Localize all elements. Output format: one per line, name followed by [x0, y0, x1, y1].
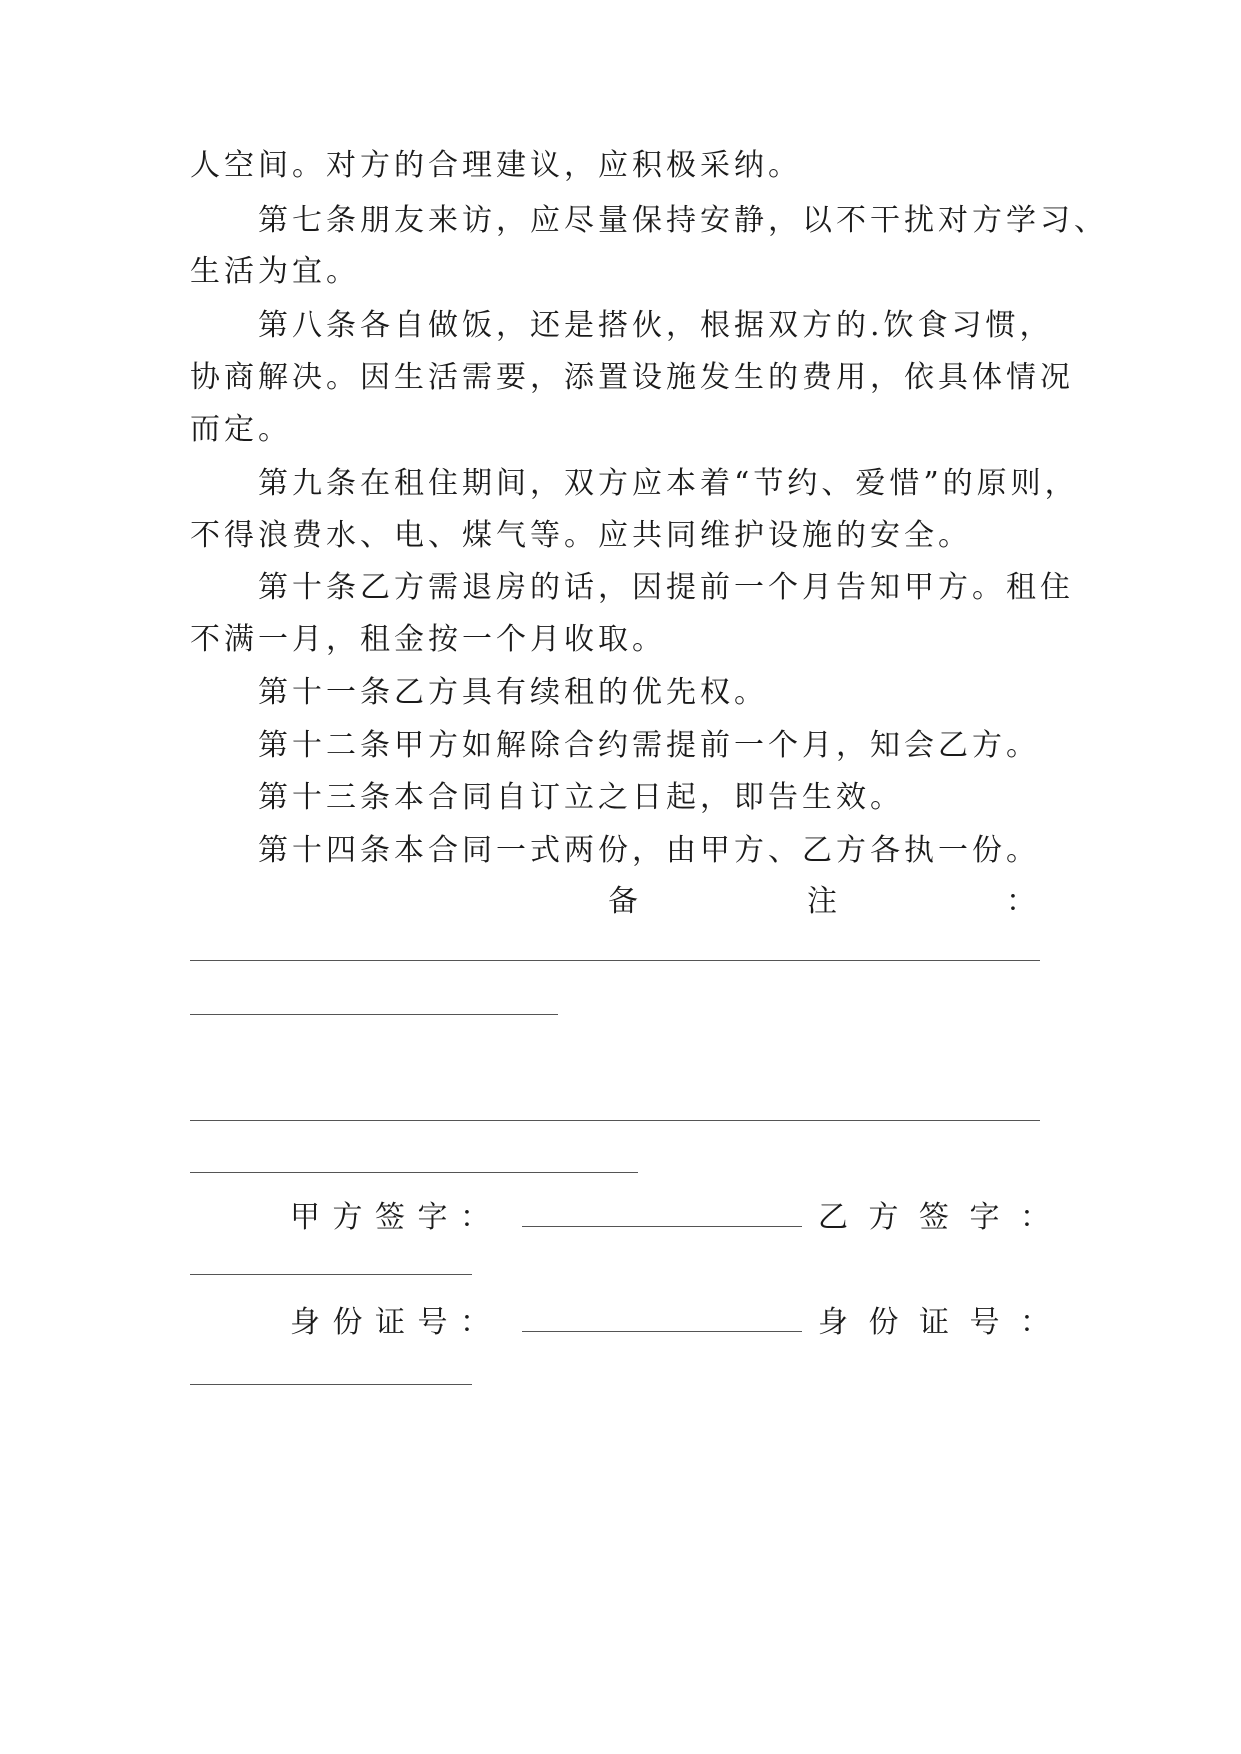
paragraph-line: 第十二条甲方如解除合约需提前一个月，知会乙方。	[258, 728, 1040, 763]
remarks-label: 备 注 ：	[608, 884, 1036, 919]
paragraph-line: 第八条各自做饭，还是搭伙，根据双方的.饮食习惯，	[258, 308, 1054, 343]
paragraph-line: 不满一月，租金按一个月收取。	[190, 622, 666, 657]
paragraph-line: 不得浪费水、电、煤气等。应共同维护设施的安全。	[190, 518, 972, 553]
paragraph-line: 第七条朋友来访，应尽量保持安静，以不干扰对方学习、	[258, 203, 1108, 238]
party-a-signature-label: 甲 方 签 字 ：	[290, 1200, 490, 1235]
id-number-row	[290, 1301, 1050, 1343]
remarks-blank-line[interactable]	[190, 960, 1040, 961]
party-b-id-label: 身 份 证 号 ：	[818, 1305, 1050, 1340]
paragraph-line: 第十三条本合同自订立之日起，即告生效。	[258, 780, 904, 815]
paragraph-line: 生活为宜。	[190, 254, 360, 289]
remarks-blank-line[interactable]	[190, 1120, 1040, 1121]
party-b-signature-field[interactable]	[190, 1274, 472, 1275]
paragraph-line: 第十条乙方需退房的话，因提前一个月告知甲方。租住	[258, 570, 1074, 605]
paragraph-line: 第九条在租住期间，双方应本着“节约、爱惜”的原则，	[258, 466, 1079, 501]
party-a-signature-field[interactable]	[522, 1196, 802, 1227]
paragraph-line: 第十一条乙方具有续租的优先权。	[258, 675, 768, 710]
party-b-signature-label: 乙 方 签 字 ：	[818, 1200, 1050, 1235]
paragraph-line: 而定。	[190, 412, 292, 447]
remarks-blank-line[interactable]	[190, 1172, 638, 1173]
party-a-id-field[interactable]	[522, 1301, 802, 1332]
party-a-id-label: 身 份 证 号 ：	[290, 1305, 490, 1340]
party-b-id-field[interactable]	[190, 1384, 472, 1385]
remarks-blank-line[interactable]	[190, 1014, 558, 1015]
signature-row	[290, 1196, 1050, 1238]
paragraph-line: 人空间。对方的合理建议，应积极采纳。	[190, 148, 802, 183]
paragraph-line: 协商解决。因生活需要，添置设施发生的费用，依具体情况	[190, 360, 1074, 395]
paragraph-line: 第十四条本合同一式两份，由甲方、乙方各执一份。	[258, 833, 1040, 868]
